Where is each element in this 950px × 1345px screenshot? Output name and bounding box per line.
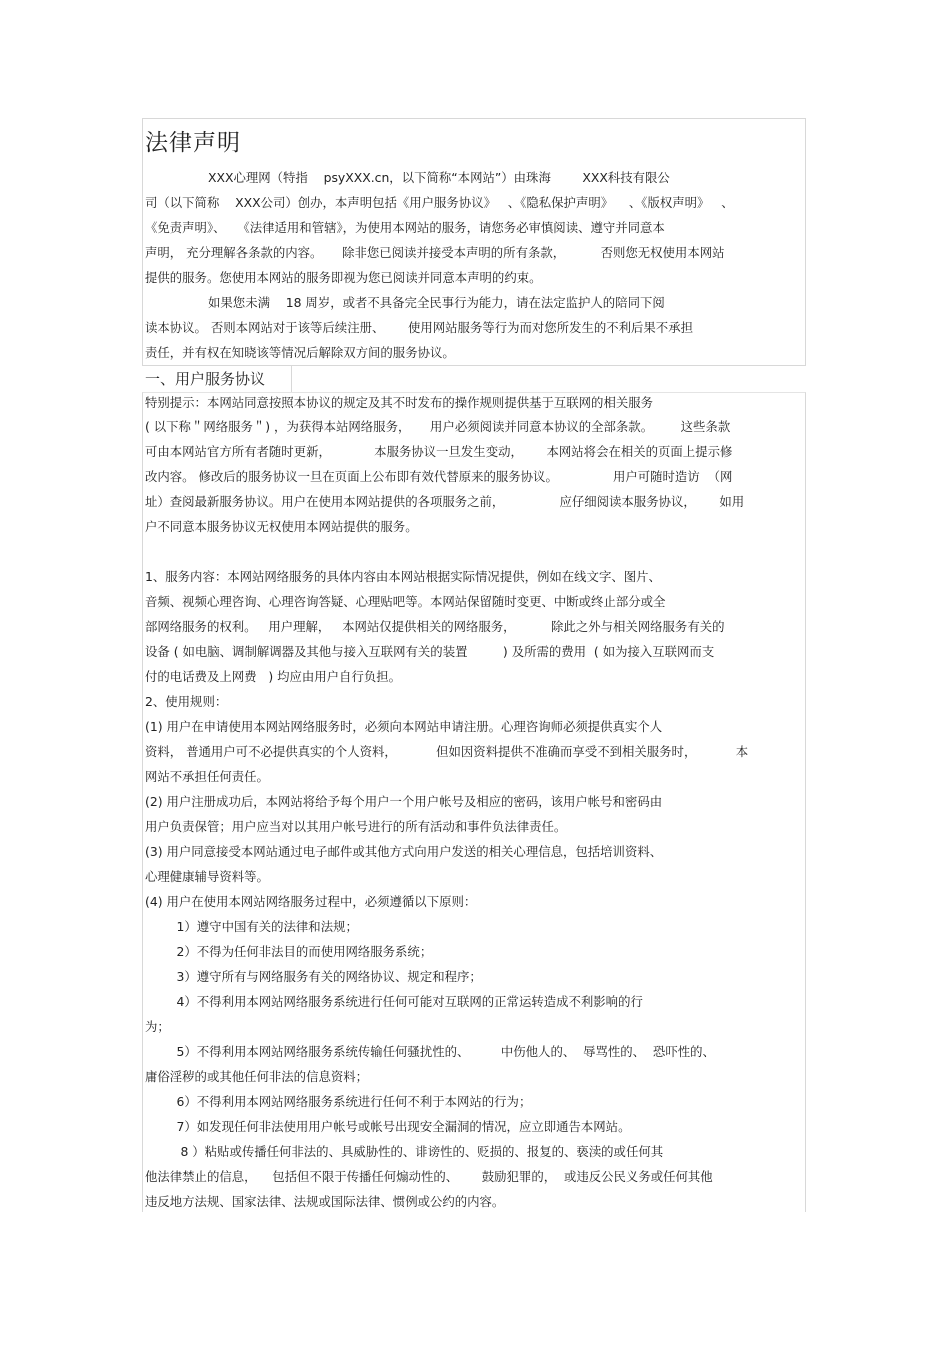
paragraph-line: 责任，并有权在知晓该等情况后解除双方间的服务协议。	[145, 345, 455, 360]
paragraph-line: 读本协议。 否则本网站对于该等后续注册、 使用网站服务等行为而对您所发生的不利后果不承担	[145, 320, 693, 335]
paragraph-line: 用户负责保管；用户应当对以其用户帐号进行的所有活动和事件负法律责任。	[145, 819, 567, 834]
paragraph-line: 3）遵守所有与网络服务有关的网络协议、规定和程序；	[145, 969, 482, 984]
paragraph-line: 改内容。 修改后的服务协议一旦在页面上公布即有效代替原来的服务协议。 用户可随时造访 （网	[145, 469, 733, 484]
paragraph-line: 1、服务内容：本网站网络服务的具体内容由本网站根据实际情况提供，例如在线文字、图片、	[145, 569, 661, 584]
paragraph-line: 特别提示：本网站同意按照本协议的规定及其不时发布的操作规则提供基于互联网的相关服务	[145, 395, 654, 410]
page-title: 法律声明	[145, 130, 241, 156]
paragraph-line: 7）如发现任何非法使用用户帐号或帐号出现安全漏洞的情况，应立即通告本网站。	[145, 1119, 631, 1134]
paragraph-line: 《免责声明》、 《法律适用和管辖》，为使用本网站的服务，请您务必审慎阅读、遵守并同意本	[145, 220, 665, 235]
paragraph-line: 庸俗淫秽的或其他任何非法的信息资料；	[145, 1069, 369, 1084]
paragraph-line: 8 ）粘贴或传播任何非法的、具威胁性的、诽谤性的、贬损的、报复的、亵渎的或任何其	[145, 1144, 664, 1159]
paragraph-line: 2）不得为任何非法目的而使用网络服务系统；	[145, 944, 433, 959]
paragraph-line: 4）不得利用本网站网络服务系统进行任何可能对互联网的正常运转造成不利影响的行	[145, 994, 643, 1009]
paragraph-line: 6）不得利用本网站网络服务系统进行任何不利于本网站的行为；	[145, 1094, 532, 1109]
paragraph-line: (2) 用户注册成功后，本网站将给予每个用户一个用户帐号及相应的密码，该用户帐号和密码由	[145, 794, 663, 809]
paragraph-line: 为；	[145, 1019, 170, 1034]
paragraph-line: 户不同意本服务协议无权使用本网站提供的服务。	[145, 519, 418, 534]
paragraph-line: (4) 用户在使用本网站网络服务过程中，必须遵循以下原则：	[145, 894, 477, 909]
paragraph-line: 如果您未满 18 周岁，或者不具备完全民事行为能力，请在法定监护人的陪同下阅	[145, 295, 665, 310]
section-title: 一、用户服务协议	[145, 370, 266, 388]
paragraph-line: 址）查阅最新服务协议。用户在使用本网站提供的各项服务之前， 应仔细阅读本服务协议， 如用	[145, 494, 745, 509]
paragraph-line: 可由本网站官方所有者随时更新， 本服务协议一旦发生变动， 本网站将会在相关的页面上提示修	[145, 444, 733, 459]
paragraph-line: 司（以下简称 XXX公司）创办，本声明包括《用户服务协议》 、《隐私保护声明》 、《版权声明》 、	[145, 195, 734, 210]
paragraph-line: XXX心理网（特指 psyXXX.cn，以下简称“本网站”）由珠海 XXX科技有限公	[145, 170, 670, 185]
paragraph-line: 心理健康辅导资料等。	[145, 869, 269, 884]
paragraph-line: 设备 ( 如电脑、调制解调器及其他与接入互联网有关的装置 ) 及所需的费用 ( 如为接入互联网而支	[145, 644, 715, 659]
paragraph-line: 音频、视频心理咨询、心理咨询答疑、心理贴吧等。本网站保留随时变更、中断或终止部分或全	[145, 594, 666, 609]
paragraph-line: 网站不承担任何责任。	[145, 769, 269, 784]
paragraph-line: (3) 用户同意接受本网站通过电子邮件或其他方式向用户发送的相关心理信息，包括培训资料、	[145, 844, 663, 859]
paragraph-line: 他法律禁止的信息， 包括但不限于传播任何煽动性的、 鼓励犯罪的， 或违反公民义务或任何其他	[145, 1169, 713, 1184]
paragraph-line: 声明， 充分理解各条款的内容。 除非您已阅读并接受本声明的所有条款， 否则您无权使用本网站	[145, 245, 725, 260]
paragraph-line: ( 以下称＂网络服务＂) ，为获得本站网络服务， 用户必须阅读并同意本协议的全部条款。 这些条款	[145, 419, 731, 434]
paragraph-line: 违反地方法规、国家法律、法规或国际法律、惯例或公约的内容。	[145, 1194, 505, 1209]
paragraph-line: 付的电话费及上网费 ) 均应由用户自行负担。	[145, 669, 402, 684]
paragraph-line: 提供的服务。您使用本网站的服务即视为您已阅读并同意本声明的约束。	[145, 270, 542, 285]
paragraph-line: 部网络服务的权利。 用户理解， 本网站仅提供相关的网络服务， 除此之外与相关网络服务有关的	[145, 619, 725, 634]
paragraph-line: 资料， 普通用户可不必提供真实的个人资料， 但如因资料提供不准确而享受不到相关服务时， 本	[145, 744, 749, 759]
paragraph-line: 2、使用规则：	[145, 694, 228, 709]
paragraph-line: (1) 用户在申请使用本网站网络服务时，必须向本网站申请注册。心理咨询师必须提供真实个人	[145, 719, 663, 734]
paragraph-line: 5）不得利用本网站网络服务系统传输任何骚扰性的、 中伤他人的、 辱骂性的、 恐吓性的、	[145, 1044, 715, 1059]
paragraph-line: 1）遵守中国有关的法律和法规；	[145, 919, 358, 934]
